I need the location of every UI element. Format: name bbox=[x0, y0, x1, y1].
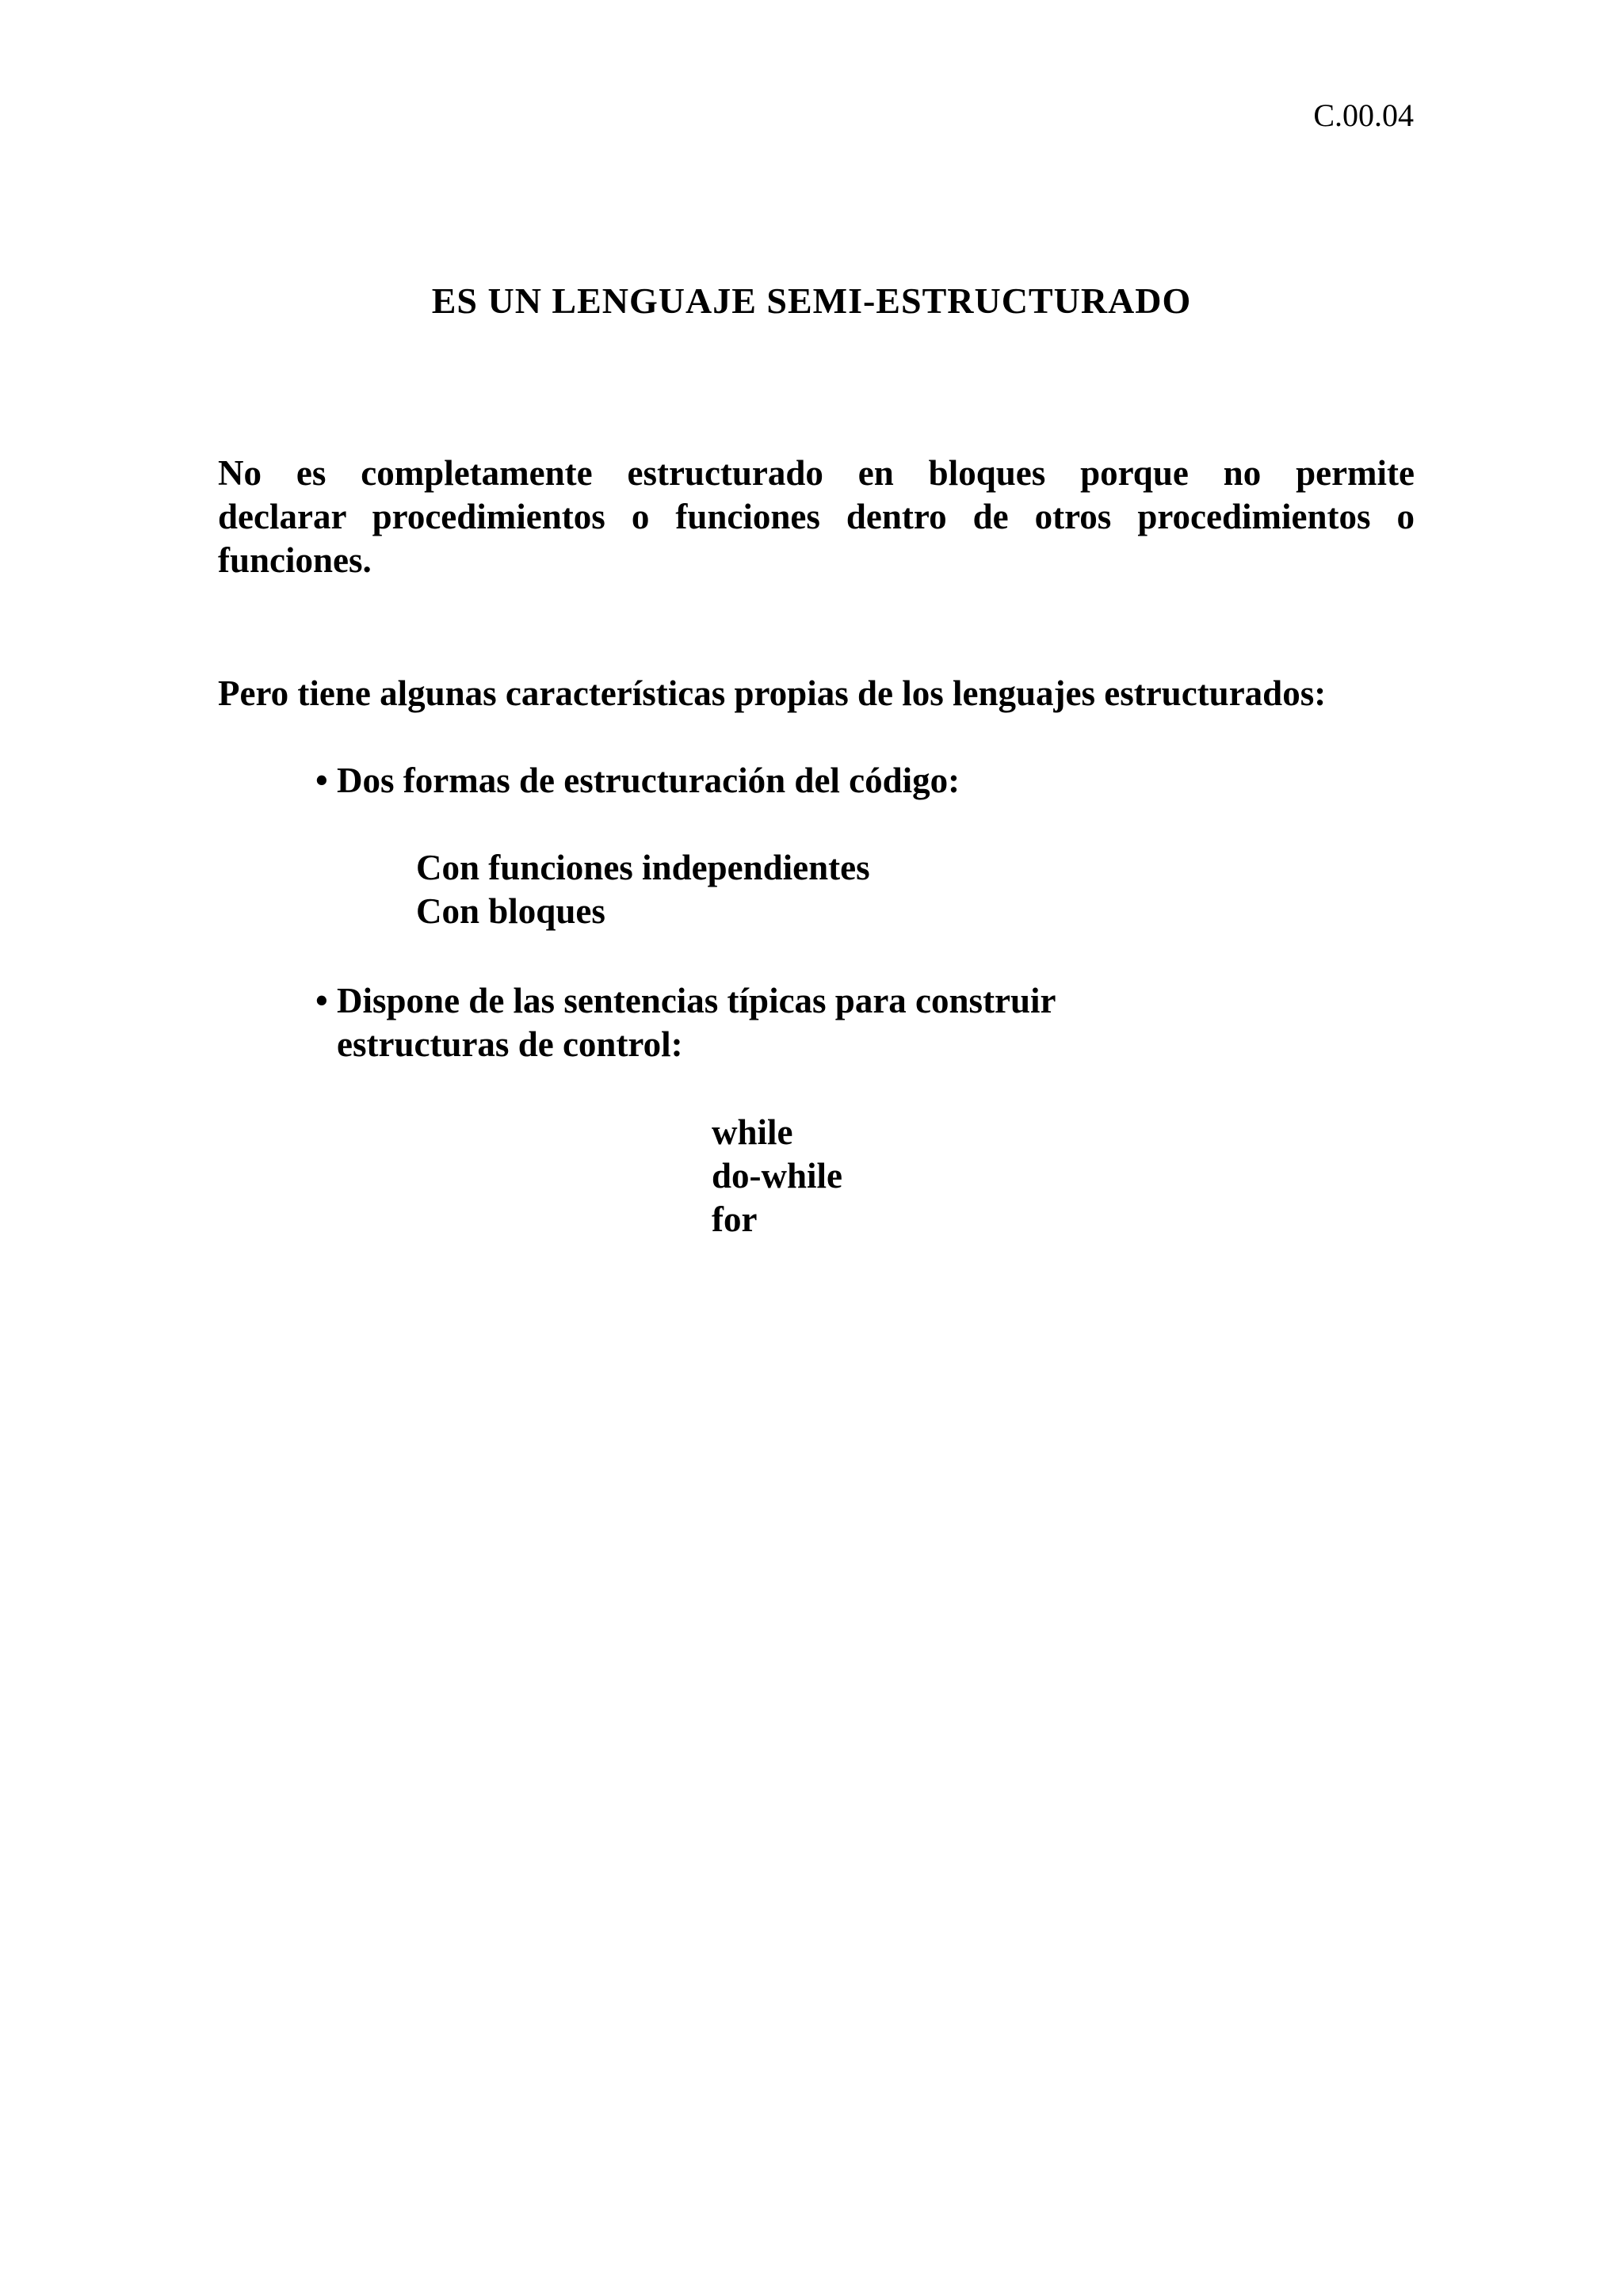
bullet-icon: • bbox=[315, 981, 328, 1020]
intro-paragraph bbox=[218, 452, 1415, 582]
paragraph-line: declarar procedimientos o funciones dentro de otros procedimientos o bbox=[218, 497, 1415, 536]
bullet-text: Dispone de las sentencias típicas para construir bbox=[337, 981, 1056, 1020]
structuring-sub-list bbox=[416, 846, 870, 933]
loop-keyword: for bbox=[712, 1199, 758, 1239]
bullet-text: Dos formas de estructuración del código: bbox=[337, 761, 960, 800]
loop-keyword: do-while bbox=[712, 1156, 843, 1196]
loop-keyword: while bbox=[712, 1112, 793, 1152]
bullet-item-control-structures bbox=[315, 979, 1056, 1023]
sub-list-item: Con bloques bbox=[416, 891, 605, 931]
features-paragraph: Pero tiene algunas características propias de los lenguajes estructurados: bbox=[218, 673, 1327, 713]
paragraph-line: funciones. bbox=[218, 540, 372, 580]
bullet-icon: • bbox=[315, 761, 328, 800]
page-code: C.00.04 bbox=[1313, 97, 1414, 133]
bullet-item-structuring bbox=[315, 759, 960, 803]
paragraph-line: No es completamente estructurado en bloques porque no permite bbox=[218, 453, 1415, 493]
control-structures-list bbox=[712, 1111, 842, 1241]
page-title: ES UN LENGUAJE SEMI-ESTRUCTURADO bbox=[431, 280, 1192, 321]
bullet-text-continuation: estructuras de control: bbox=[337, 1024, 683, 1064]
sub-list-item: Con funciones independientes bbox=[416, 848, 870, 887]
